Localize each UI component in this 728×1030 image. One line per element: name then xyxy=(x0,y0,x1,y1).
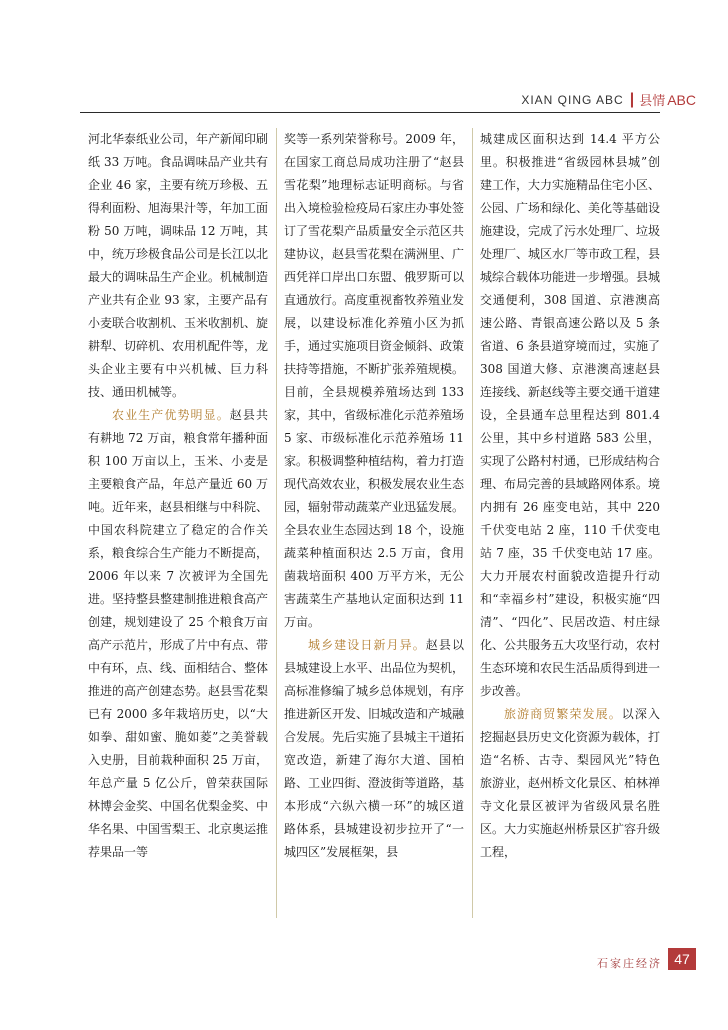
page-number: 47 xyxy=(668,948,696,970)
paragraph-text: 以深入挖掘赵县历史文化资源为载体，打造“名桥、古寺、梨园风光”特色旅游业，赵州桥文化景区、柏林禅寺文化景区被评为省级风景名胜区。大力实施赵州桥景区扩容升级工程， xyxy=(480,707,660,859)
paragraph-text: 奖等一系列荣誉称号。2009 年，在国家工商总局成功注册了“赵县雪花梨”地理标志证明商标。与省出入境检验检疫局石家庄办事处签订了雪花梨产品质量安全示范区共建协议，赵县雪花梨在满洲里、广西凭祥口岸出口东盟、俄罗斯可以直通放行。高度重视畜牧养殖业发展，以建设标准化养殖小区为抓手，通过实施项目资金倾斜、政策扶持等措施，不断扩张养殖规模。目前，全县规模养殖场达到 133 家，其中，省级标准化示范养殖场 5 家、市级标准化示范养殖场 11 家。积极调整种植结构，着力打造现代高效农业，积极发展农业生态园，辐射带动蔬菜产业迅猛发展。全县农业生态园达到 18 个，设施蔬菜种植面积达 2.5 万亩，食用菌栽培面积 400 万平方米，无公害蔬菜生产基地认定面积达到 11 万亩。 xyxy=(284,132,464,629)
text-column-1 xyxy=(88,128,268,864)
publication-name: 石家庄经济 xyxy=(597,957,662,970)
section-heading: 城乡建设日新月异。 xyxy=(308,638,426,652)
text-column-3 xyxy=(480,128,660,864)
column-divider xyxy=(276,128,277,918)
running-header xyxy=(521,90,696,109)
paragraph-text: 赵县共有耕地 72 万亩，粮食常年播种面积 100 万亩以上，玉米、小麦是主要粮食产品，年总产量近 60 万吨。近年来，赵县相继与中科院、中国农科院建立了稳定的合作关系，粮食综合生产能力不断提高，2006 年以来 7 次被评为全国先进。坚持整县整建制推进粮食高产创建，规划建设了 25 个粮食万亩高产示范片，形成了片中有点、带中有环，点、线、面相结合、整体推进的高产创建态势。赵县雪花梨已有 2000 多年栽培历史，以“大如拳、甜如蜜、脆如菱”之美誉载入史册，目前栽种面积 25 万亩，年总产量 5 亿公斤，曾荣获国际林博会金奖、中国名优梨金奖、中华名果、中国雪梨王、北京奥运推荐果品一等 xyxy=(88,408,268,859)
column-divider xyxy=(472,128,473,918)
paragraph xyxy=(480,128,660,703)
text-column-2 xyxy=(284,128,464,864)
paragraph xyxy=(480,703,660,864)
paragraph-text: 河北华泰纸业公司，年产新闻印刷纸 33 万吨。食品调味品产业共有企业 46 家，主要有统万珍极、五得利面粉、旭海果汁等，年加工面粉 50 万吨，调味品 12 万吨，其中，统万珍极食品公司是长江以北最大的调味品生产企业。机械制造产业共有企业 93 家，主要产品有小麦联合收割机、玉米收割机、旋耕犁、切碎机、农用机配件等，龙头企业主要有中兴机械、巨力科技、通田机械等。 xyxy=(88,132,268,399)
header-chinese: 县情 xyxy=(639,94,666,109)
paragraph-text: 赵县以县城建设上水平、出品位为契机，高标准修编了城乡总体规划，有序推进新区开发、旧城改造和产城融合发展。先后实施了县城主干道拓宽改造，新建了海尔大道、国柏路、工业四街、澄波街等道路，基本形成“六纵六横一环”的城区道路体系，县城建设初步拉开了“一城四区”发展框架，县 xyxy=(284,638,464,859)
header-separator: | xyxy=(629,90,635,108)
paragraph xyxy=(88,128,268,404)
header-rule xyxy=(80,112,660,113)
section-heading: 农业生产优势明显。 xyxy=(112,408,230,422)
header-english: XIAN QING ABC xyxy=(521,92,624,107)
header-abc: ABC xyxy=(667,91,696,108)
paragraph xyxy=(284,128,464,634)
paragraph xyxy=(284,634,464,864)
section-heading: 旅游商贸繁荣发展。 xyxy=(504,707,622,721)
paragraph xyxy=(88,404,268,864)
paragraph-text: 城建成区面积达到 14.4 平方公里。积极推进“省级园林县城”创建工作，大力实施精品住宅小区、公园、广场和绿化、美化等基础设施建设，完成了污水处理厂、垃圾处理厂、城区水厂等市政工程，县城综合载体功能进一步增强。县城交通便利，308 国道、京港澳高速公路、青银高速公路以及 5 条省道、6 条县道穿境而过，实施了 308 国道大修、京港澳高速赵县连接线、新赵线等主要交通干道建设，全县通车总里程达到 801.4 公里，其中乡村道路 583 公里，实现了公路村村通，已形成结构合理、布局完善的县域路网体系。境内拥有 26 座变电站，其中 220 千伏变电站 2 座，110 千伏变电站 7 座，35 千伏变电站 17 座。大力开展农村面貌改造提升行动和“幸福乡村”建设，积极实施“四清”、“四化”、民居改造、村庄绿化、公共服务五大攻坚行动，农村生态环境和农民生活品质得到进一步改善。 xyxy=(480,132,660,698)
